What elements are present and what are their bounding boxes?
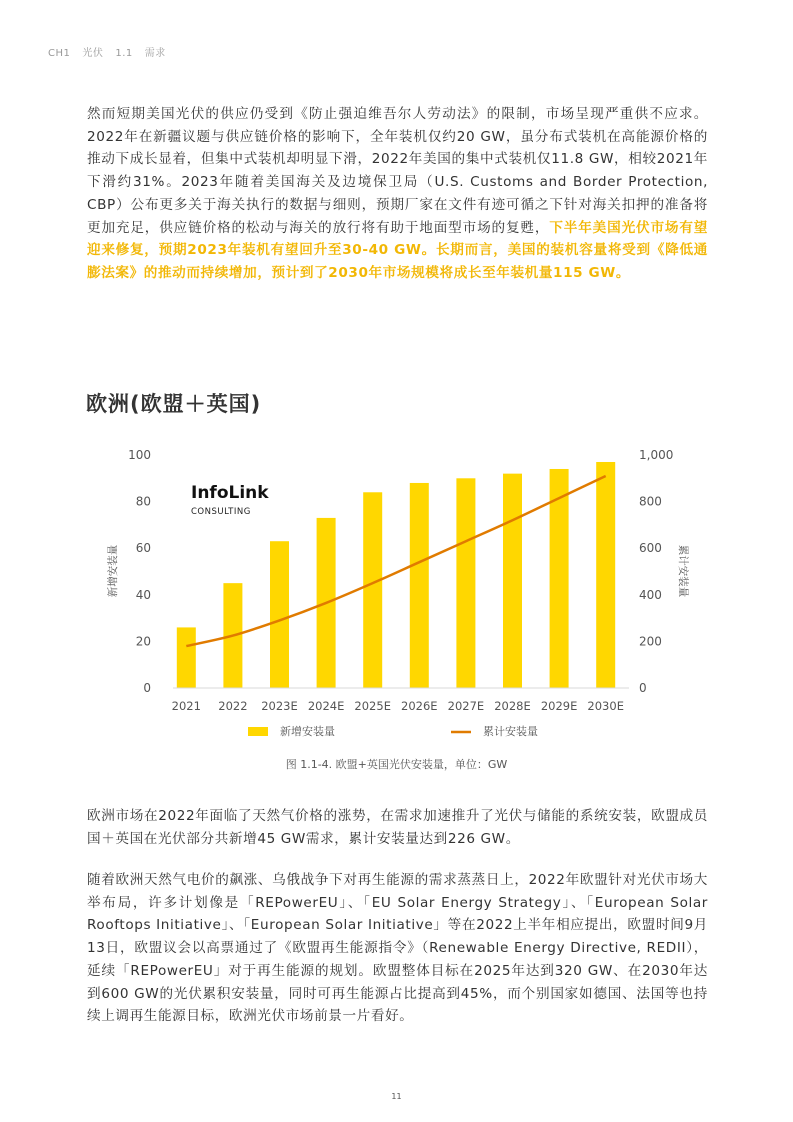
x-tick-label: 2029E <box>540 699 578 713</box>
chart-caption: 图 1.1-4. 欧盟+英国光伏安装量，单位：GW <box>285 758 508 771</box>
chapter-label: CH1 <box>48 48 71 59</box>
europe-section-title: 欧洲(欧盟＋英国) <box>86 392 262 416</box>
x-tick-label: 2022 <box>218 699 248 713</box>
left-axis-ticks <box>128 448 151 695</box>
chapter-title: 光伏 <box>82 48 104 59</box>
legend-bar-swatch <box>248 727 268 736</box>
us-market-text: 然而短期美国光伏的供应仍受到《防止强迫维吾尔人劳动法》的限制，市场呈现严重供不应求。2022年在新疆议题与供应链价格的影响下，全年装机仅约20 GW，虽分布式装机在高能源价格的推动下成长显着，但集中式装机却明显下滑，2022年美国的集中式装机仅11.8 GW，相较2021年下滑约31%。2023年随着美国海关及边境保卫局（U.S. Customs and Border Protection, CBP）公布更多关于海关执行的数据与细则，预期厂家在文件有迹可循之下针对海关扣押的准备将更加充足，供应链价格的松动与海关的放行将有助于地面型市场的复甦， <box>87 106 708 236</box>
x-tick-label: 2026E <box>401 699 438 713</box>
bar-2026E <box>410 483 429 688</box>
bar-2028E <box>503 474 522 688</box>
x-tick-label: 2027E <box>447 699 485 713</box>
europe-paragraph-1: 欧洲市场在2022年面临了天然气价格的涨势，在需求加速推升了光伏与储能的系统安装，欧盟成员国＋英国在光伏部分共新增45 GW需求，累计安装量达到226 GW。 <box>87 808 708 847</box>
left-tick-label: 100 <box>128 448 151 462</box>
right-axis-ticks <box>639 448 673 695</box>
left-tick-label: 0 <box>143 681 151 695</box>
bar-2023E <box>270 541 289 688</box>
x-tick-label: 2025E <box>354 699 391 713</box>
page-number: 11 <box>391 1092 402 1101</box>
right-tick-label: 0 <box>639 681 647 695</box>
left-axis-label: 新增安装量 <box>107 544 119 598</box>
right-tick-label: 800 <box>639 494 662 509</box>
left-tick-label: 80 <box>135 494 151 509</box>
bar-2025E <box>363 492 382 688</box>
bar-2030E <box>596 462 615 688</box>
legend-line-label: 累计安装量 <box>483 725 538 738</box>
right-tick-label: 200 <box>639 634 662 649</box>
logo-name: InfoLink <box>191 483 269 503</box>
x-axis-ticks <box>172 699 624 713</box>
logo-tagline: CONSULTING <box>191 507 251 517</box>
section-title-header: 需求 <box>144 48 166 59</box>
bar-2027E <box>456 478 475 688</box>
left-tick-label: 60 <box>135 541 151 556</box>
right-tick-label: 400 <box>639 587 662 602</box>
us-market-highlight: 下半年美国光伏市场有望迎来修复，预期2023年装机有望回升至30-40 GW。长期而言，美国的装机容量将受到《降低通膨法案》的推动而持续增加，预计到了2030年市场规模将成长至年装机量115 GW。 <box>87 219 708 281</box>
legend-bar-label: 新增安装量 <box>280 725 335 738</box>
x-tick-label: 2024E <box>307 699 345 713</box>
left-tick-label: 20 <box>135 634 151 649</box>
right-axis-label: 累计安装量 <box>677 544 689 598</box>
chart-legend <box>248 724 538 738</box>
infolink-logo <box>191 483 269 517</box>
x-tick-label: 2021 <box>171 699 201 713</box>
bar-2021 <box>177 627 196 688</box>
right-tick-label: 600 <box>639 541 662 556</box>
left-tick-label: 40 <box>135 587 151 602</box>
section-label: 1.1 <box>115 48 133 59</box>
x-tick-label: 2023E <box>261 699 298 713</box>
x-tick-label: 2028E <box>494 699 531 713</box>
europe-paragraph-2: 随着欧洲天然气电价的飙涨、乌俄战争下对再生能源的需求蒸蒸日上，2022年欧盟针对光伏市场大举布局，许多计划像是「REPowerEU」、「EU Solar Energy Strategy」、「European Solar Rooftops Initiative」、「European Solar Initiative」等在2022上半年相应提出，欧盟时间9月13日，欧盟议会以高票通过了《欧盟再生能源指令》（Renewable Energy Directive, REDII），延续「REPowerEU」对于再生能源的规划。欧盟整体目标在2025年达到320 GW、在2030年达到600 GW的光伏累积安装量，同时可再生能源占比提高到45%，而个别国家如德国、法国等也持续上调再生能源目标，欧洲光伏市场前景一片看好。 <box>87 872 708 1025</box>
right-tick-label: 1,000 <box>639 448 674 462</box>
x-tick-label: 2030E <box>587 699 624 713</box>
